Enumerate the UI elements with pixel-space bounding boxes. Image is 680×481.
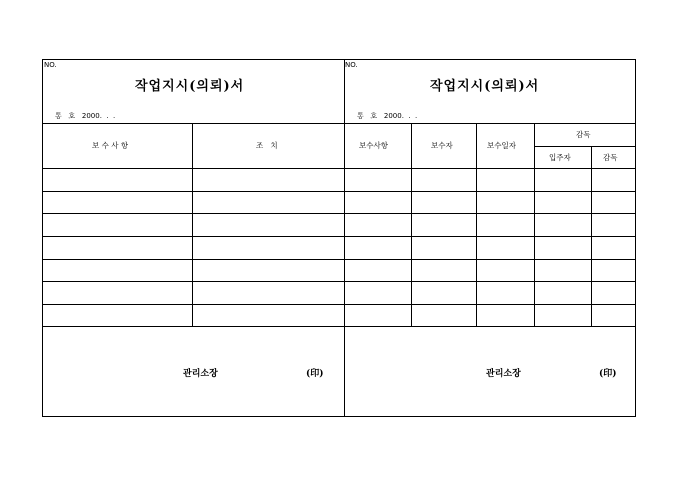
row-line — [42, 236, 636, 237]
right-no-label: NO. — [345, 61, 358, 69]
left-no-label: NO. — [44, 61, 57, 69]
form-divider — [344, 59, 345, 417]
right-date-line: 통 호 2000. . . — [357, 112, 418, 120]
table-header-line — [42, 168, 636, 169]
right-header-repair-date: 보수일자 — [487, 141, 516, 150]
right-seal-mark: (印) — [599, 369, 617, 379]
left-seal-mark: (印) — [306, 369, 324, 379]
left-form-title: 작업지시(의뢰)서 — [135, 79, 245, 94]
row-line — [42, 326, 636, 327]
right-manager-label: 관리소장 — [486, 369, 521, 379]
row-line — [42, 191, 636, 192]
row-line — [42, 213, 636, 214]
supervision-subheader-line — [534, 146, 636, 147]
right-form-title: 작업지시(의뢰)서 — [430, 79, 540, 94]
work-order-sheet — [42, 59, 636, 417]
row-line — [42, 281, 636, 282]
right-header-supervisor: 감독 — [603, 153, 618, 162]
left-header-repair-item: 보 수 사 항 — [92, 141, 129, 150]
right-header-resident: 입주자 — [549, 153, 571, 162]
left-col-divider — [192, 123, 193, 326]
left-date-line: 통 호 2000. . . — [55, 112, 116, 120]
right-header-repair-item: 보수사항 — [359, 141, 388, 150]
left-manager-label: 관리소장 — [183, 369, 218, 379]
right-col-divider — [411, 123, 412, 326]
right-col-divider — [534, 123, 535, 326]
right-col-divider — [591, 146, 592, 326]
right-header-repairer: 보수자 — [431, 141, 453, 150]
row-line — [42, 304, 636, 305]
right-header-supervision: 감독 — [576, 130, 591, 139]
left-header-action: 조 치 — [256, 141, 278, 150]
header-bottom-line — [42, 123, 636, 124]
right-col-divider — [476, 123, 477, 326]
row-line — [42, 259, 636, 260]
